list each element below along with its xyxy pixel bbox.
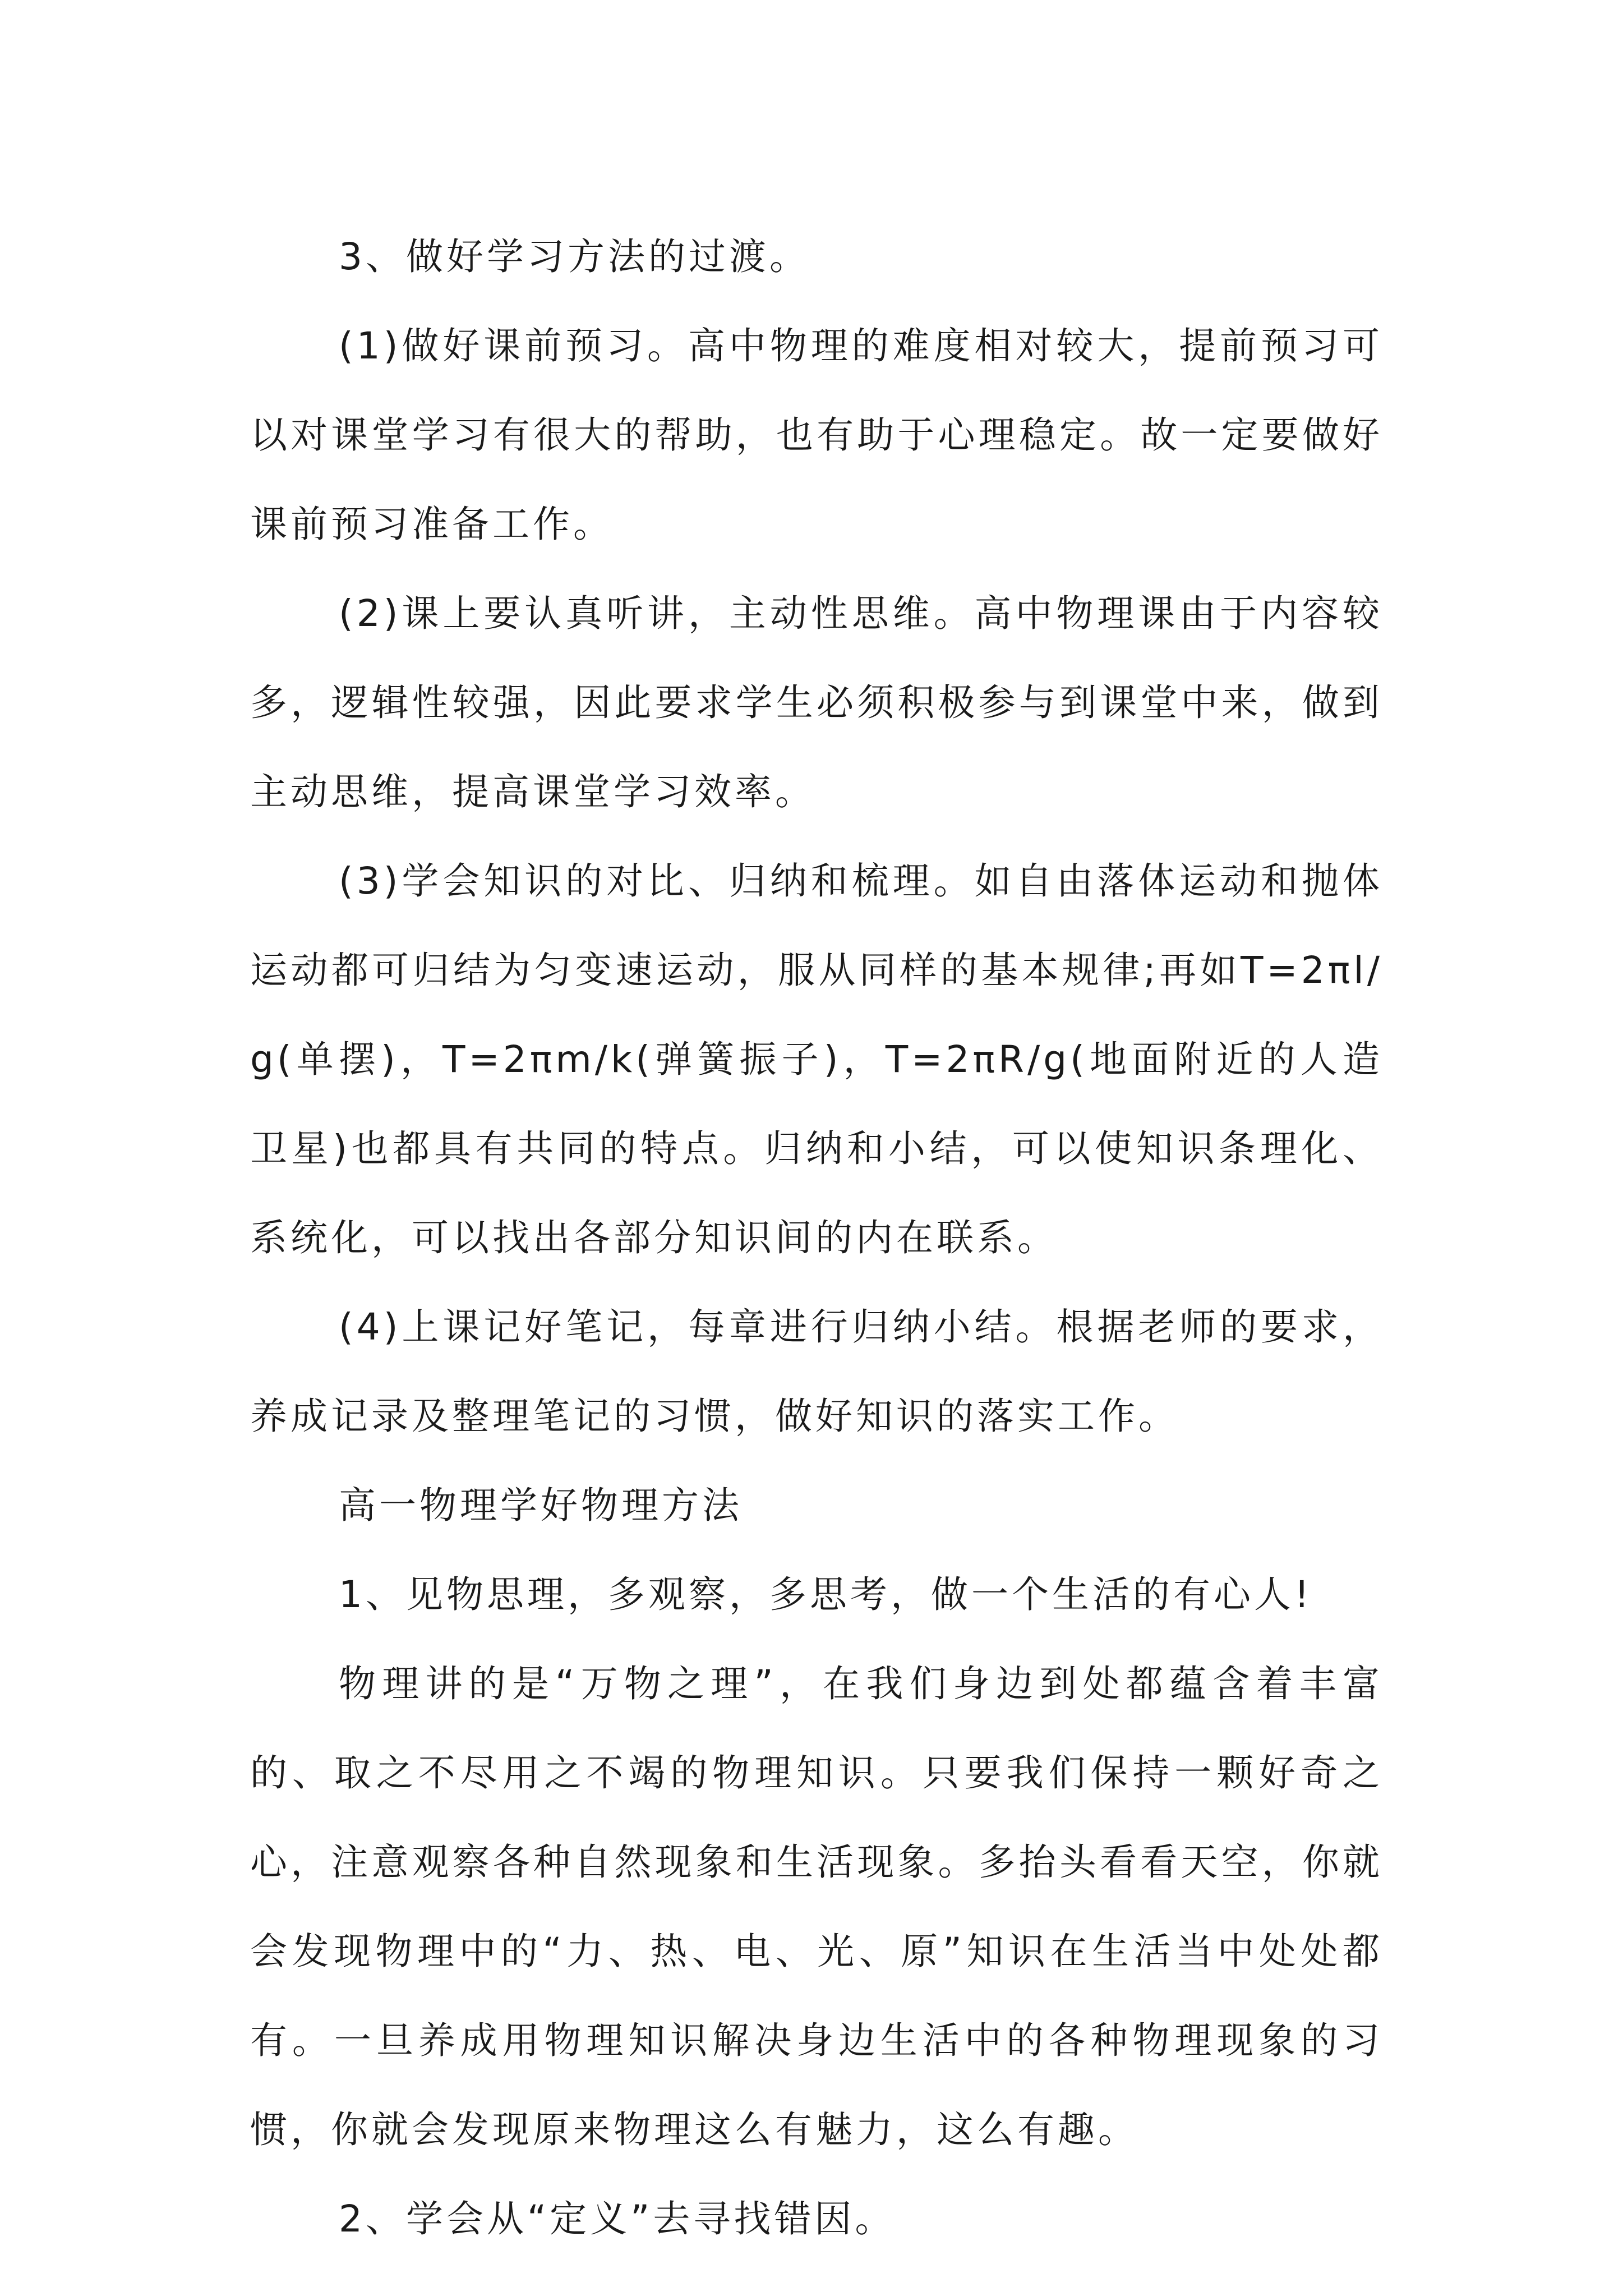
paragraph-listening: (2)课上要认真听讲，主动性思维。高中物理课由于内容较多，逻辑性较强，因此要求学生必须积极参与到课堂中来，做到主动思维，提高课堂学习效率。 <box>250 592 1383 813</box>
paragraph-observation: 物理讲的是“万物之理”，在我们身边到处都蕴含着丰富的、取之不尽用之不竭的物理知识。只要我们保持一颗好奇之心，注意观察各种自然现象和生活现象。多抬头看看天空，你就会发现物理中的“力、热、电、光、原”知识在生活当中处处都有。一旦养成用物理知识解决身边生活中的各种物理现象的习惯，你就会发现原来物理这么有魅力，这么有趣。 <box>250 1662 1383 2151</box>
paragraph-comparison: (3)学会知识的对比、归纳和梳理。如自由落体运动和抛体运动都可归结为匀变速运动，服从同样的基本规律;再如T=2πl/g(单摆)，T=2πm/k(弹簧振子)，T=2πR/g(地面附近的人造卫星)也都具有共同的特点。归纳和小结，可以使知识条理化、系统化，可以找出各部分知识间的内在联系。 <box>250 859 1383 1259</box>
paragraph-preview: (1)做好课前预习。高中物理的难度相对较大，提前预习可以对课堂学习有很大的帮助，也有助于心理稳定。故一定要做好课前预习准备工作。 <box>250 324 1383 546</box>
document-body <box>250 212 1383 2263</box>
paragraph-notes: (4)上课记好笔记，每章进行归纳小结。根据老师的要求，养成记录及整理笔记的习惯，做好知识的落实工作。 <box>250 1305 1383 1438</box>
method-heading: 1、见物思理，多观察，多思考，做一个生活的有心人! <box>339 1573 1313 1616</box>
section-heading: 3、做好学习方法的过渡。 <box>339 235 810 278</box>
method-heading-2: 2、学会从“定义”去寻找错因。 <box>339 2197 896 2240</box>
section-title: 高一物理学好物理方法 <box>339 1484 743 1527</box>
